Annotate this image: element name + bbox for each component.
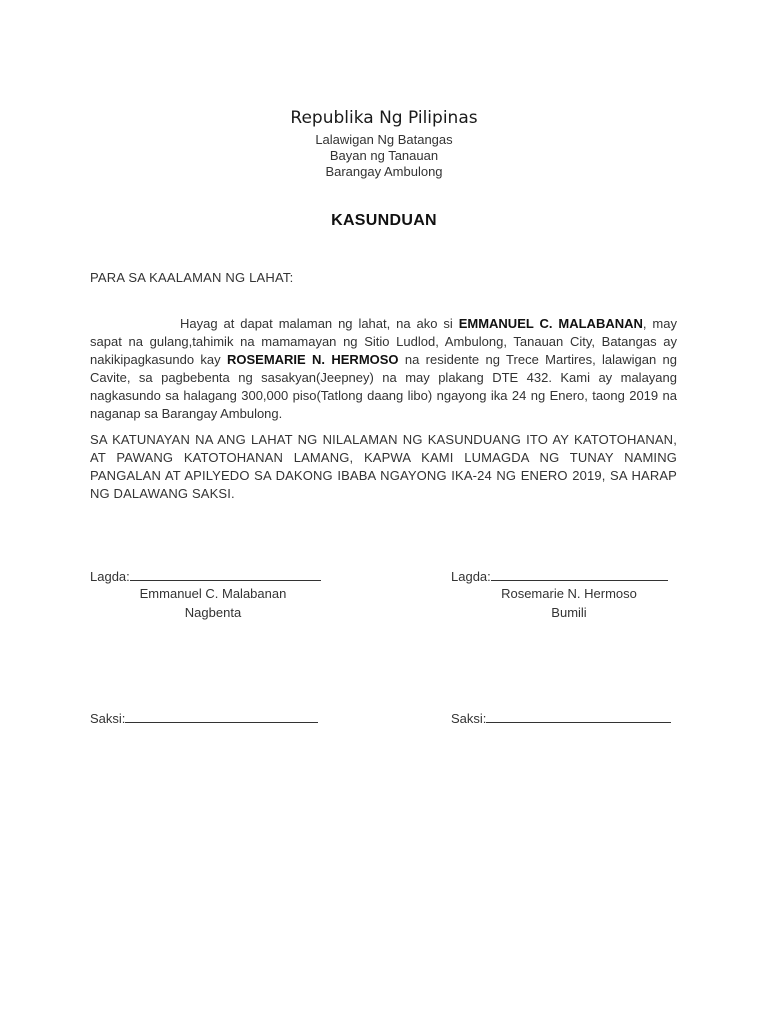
header-barangay: Barangay Ambulong [325, 164, 443, 179]
paragraph-text: na residente ng Trece Martires, lalawigan ng Cavite, sa pagbebenta ng sasakyan(Jeepney) na may plakang DTE 432. Kami ay malayang nagkasundo sa halagang 300,000 piso(Tatlong daang libo) ngayong ika 24 ng Enero, taong 2019 na naganap sa Barangay Ambulong. [90, 352, 678, 421]
seller-printed-name: Emmanuel C. Malabanan [139, 586, 287, 601]
signature-line-seller [90, 568, 321, 584]
witness-line-right [451, 710, 671, 726]
signature-line-buyer [451, 568, 668, 584]
seller-role: Nagbenta [184, 605, 242, 620]
buyer-name: ROSEMARIE N. HERMOSO [226, 352, 399, 367]
header-country: Republika Ng Pilipinas [290, 108, 478, 128]
witness-label: Saksi: [90, 711, 126, 726]
witness-label: Saksi: [451, 711, 487, 726]
seller-name: EMMANUEL C. MALABANAN [458, 316, 643, 331]
salutation: PARA SA KAALAMAN NG LAHAT: [90, 270, 294, 285]
paragraph-text: , may sapat na gulang,tahimik na mamamayan ng Sitio Ludlod, Ambulong, Tanauan City, Batangas ay nakikipagkasundo kay [90, 316, 677, 367]
attestation-paragraph: SA KATUNAYAN NA ANG LAHAT NG NILALAMAN NG KASUNDUANG ITO AY KATOTOHANAN, AT PAWANG KATOTOHANAN LAMANG, KAPWA KAMI LUMAGDA NG TUNAY NAMING PANGALAN AT APILYEDO SA DAKONG IBABA NGAYONG IKA-24 NG ENERO 2019, SA HARAP NG DALAWANG SAKSI. [90, 432, 677, 501]
witness-blank [125, 710, 318, 723]
signature-blank [130, 568, 321, 581]
witness-blank [486, 710, 671, 723]
buyer-printed-name: Rosemarie N. Hermoso [501, 586, 637, 601]
header-province: Lalawigan Ng Batangas [315, 132, 453, 147]
header-town: Bayan ng Tanauan [329, 148, 439, 163]
agreement-paragraph [90, 315, 677, 423]
signature-blank [491, 568, 668, 581]
signature-label: Lagda: [451, 569, 491, 584]
signature-label: Lagda: [90, 569, 130, 584]
buyer-role: Bumili [551, 605, 587, 620]
paragraph-text: Hayag at dapat malaman ng lahat, na ako si [180, 316, 459, 331]
document-title: KASUNDUAN [331, 212, 437, 229]
witness-line-left [90, 710, 318, 726]
